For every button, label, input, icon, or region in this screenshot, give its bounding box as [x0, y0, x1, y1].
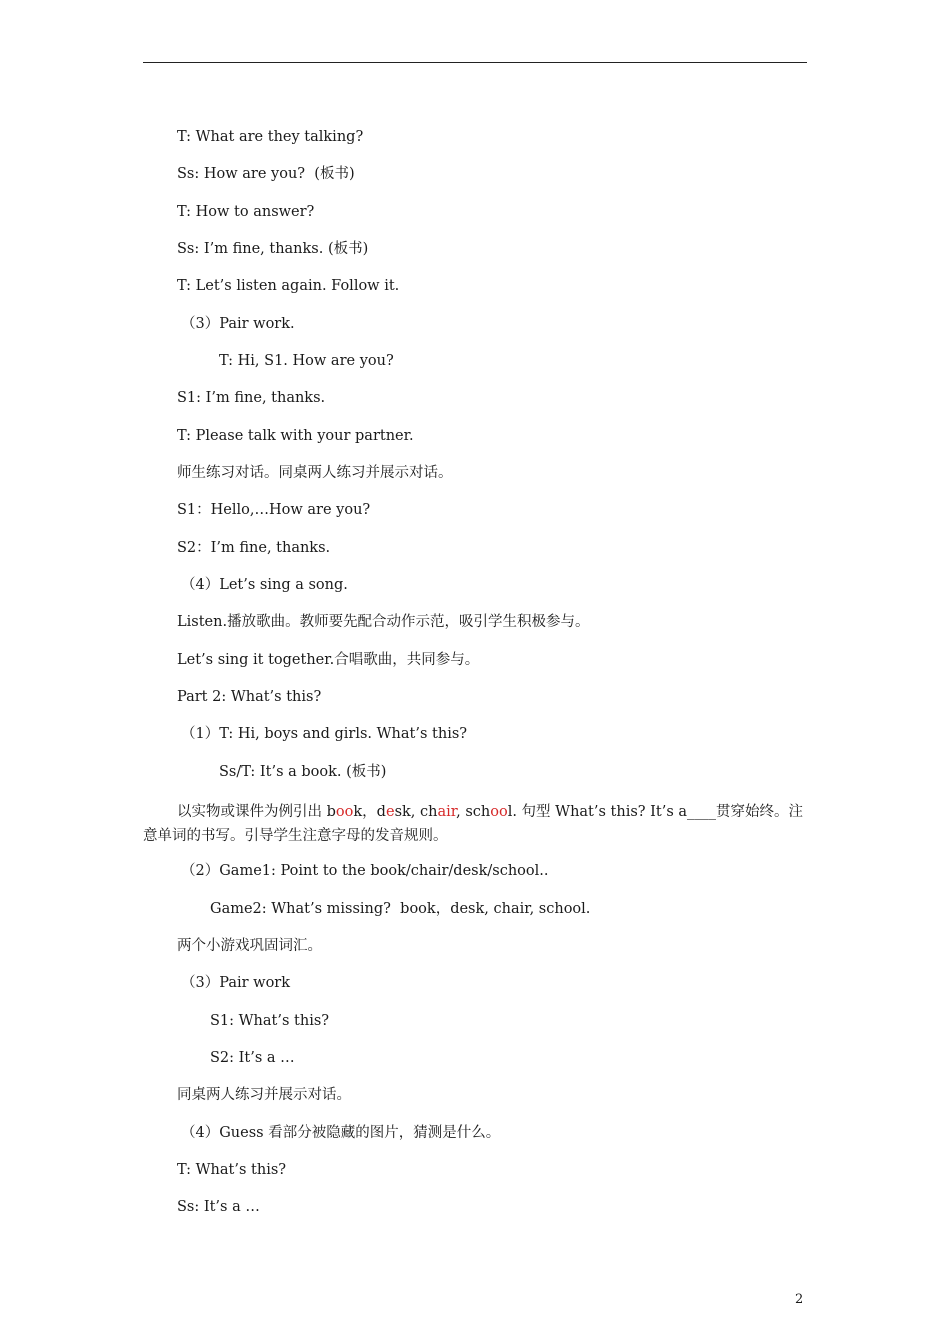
- text-line: （3）Pair work: [181, 975, 291, 991]
- word-desk: desk: [376, 804, 411, 820]
- text-line: T: Hi, S1. How are you?: [219, 353, 394, 369]
- text-line: Listen.播放歌曲。教师要先配合动作示范，吸引学生积极参与。: [177, 614, 590, 630]
- text-line: T: What’s this?: [177, 1162, 287, 1178]
- text-line: （3）Pair work.: [181, 316, 295, 332]
- text-line: Game2: What’s missing? book，desk, chair, school.: [210, 901, 591, 917]
- text-line: （1）T: Hi, boys and girls. What’s this?: [181, 726, 468, 742]
- header-rule: [143, 62, 807, 63]
- text-line: 同桌两人练习并展示对话。: [177, 1087, 351, 1103]
- text-line: S1: I’m fine, thanks.: [177, 390, 326, 406]
- text-line: 师生练习对话。同桌两人练习并展示对话。: [177, 465, 453, 481]
- highlight-letters: e: [385, 804, 395, 820]
- text-line: T: Let’s listen again. Follow it.: [177, 278, 400, 294]
- word-chair: chair: [420, 804, 457, 820]
- text-line: S2：I’m fine, thanks.: [177, 540, 331, 556]
- para-tail: . 句型 What’s this? It’s a____贯穿始终。注意单词的书写。引导学生注意字母的发音规则。: [143, 804, 804, 844]
- highlight-letters: air: [437, 804, 457, 820]
- word-school: school: [465, 804, 513, 820]
- text-line: T: How to answer?: [177, 204, 315, 220]
- highlight-letters: oo: [335, 804, 354, 820]
- text-line: （4）Let’s sing a song.: [181, 577, 348, 593]
- text-line: （4）Guess 看部分被隐藏的图片，猜测是什么。: [181, 1125, 501, 1141]
- text-line: T: What are they talking?: [177, 129, 364, 145]
- vocab-paragraph: 以实物或课件为例引出 book，desk, chair, school. 句型 What’s this? It’s a____贯穿始终。注意单词的书写。引导学生注意字母的发音规则。: [143, 804, 804, 844]
- text-line: （2）Game1: Point to the book/chair/desk/school..: [181, 863, 549, 879]
- text-line: Let’s sing it together.合唱歌曲，共同参与。: [177, 652, 480, 668]
- text-line: Ss: I’m fine, thanks. (板书): [177, 241, 369, 257]
- text-line: Part 2: What’s this?: [177, 689, 322, 705]
- text-line: T: Please talk with your partner.: [177, 428, 414, 444]
- para-lead: 以实物或课件为例引出: [177, 804, 327, 820]
- text-line: Ss/T: It’s a book. (板书): [219, 764, 387, 780]
- text-line: Ss: It’s a …: [177, 1199, 260, 1215]
- text-line: Ss: How are you? (板书): [177, 166, 355, 182]
- highlight-letters: oo: [490, 804, 508, 820]
- page-number: 2: [795, 1292, 804, 1307]
- text-line: S1：Hello,…How are you?: [177, 502, 371, 518]
- text-line: S2: It’s a …: [210, 1050, 295, 1066]
- text-line: S1: What’s this?: [210, 1013, 330, 1029]
- text-line: 两个小游戏巩固词汇。: [177, 938, 322, 954]
- word-book: book: [326, 804, 363, 820]
